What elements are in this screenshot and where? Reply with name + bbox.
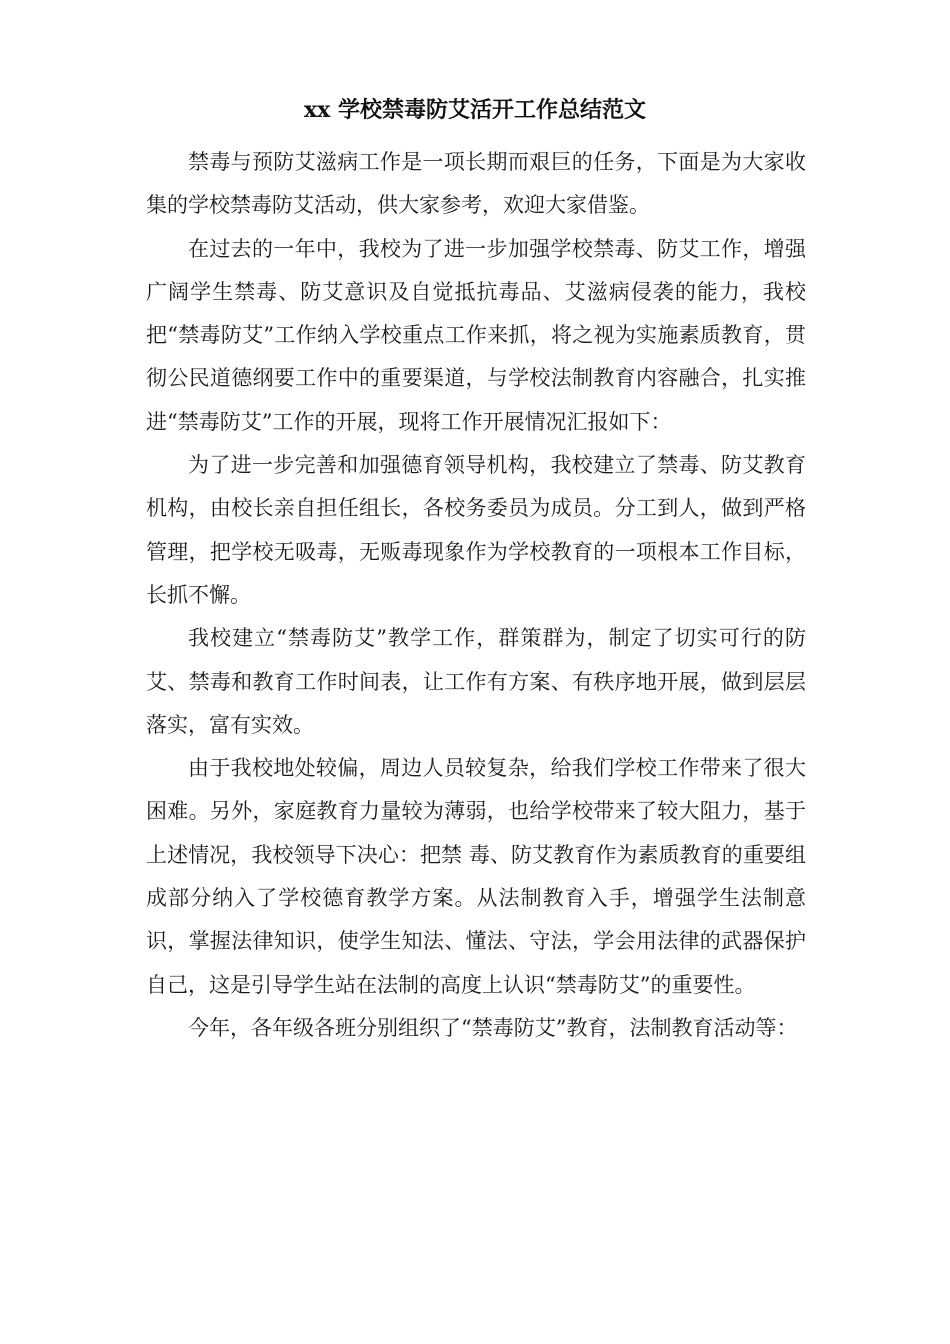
paragraph-organization: 为了进一步完善和加强德育领导机构，我校建立了禁毒、防艾教育机构，由校长亲自担任组长，各校务委员为成员。分工到人，做到严格管理，把学校无吸毒，无贩毒现象作为学校教育的一项根本工作目标，长抓不懈。 <box>146 453 806 607</box>
document-body <box>146 141 806 1050</box>
paragraph-intro: 禁毒与预防艾滋病工作是一项长期而艰巨的任务，下面是为大家收集的学校禁毒防艾活动，供大家参考，欢迎大家借鉴。 <box>146 150 806 218</box>
document-title: xx 学校禁毒防艾活开工作总结范文 <box>304 97 646 123</box>
paragraph-activities: 今年，各年级各班分别组织了“禁毒防艾”教育，法制教育活动等： <box>188 1015 798 1040</box>
paragraph-overview: 在过去的一年中，我校为了进一步加强学校禁毒、防艾工作，增强广阔学生禁毒、防艾意识及自觉抵抗毒品、艾滋病侵袭的能力，我校把“禁毒防艾”工作纳入学校重点工作来抓，将之视为实施素质教育，贯彻公民道德纲要工作中的重要渠道，与学校法制教育内容融合，扎实推进“禁毒防艾”工作的开展，现将工作开展情况汇报如下： <box>146 236 806 434</box>
paragraph-challenges: 由于我校地处较偏，周边人员较复杂，给我们学校工作带来了很大困难。另外，家庭教育力量较为薄弱，也给学校带来了较大阻力，基于上述情况，我校领导下决心：把禁 毒、防艾教育作为素质教育的重要组成部分纳入了学校德育教学方案。从法制教育入手，增强学生法制意识，掌握法律知识，使学生知法、懂法、守法，学会用法律的武器保护自己，这是引导学生站在法制的高度上认识“禁毒防艾”的重要性。 <box>146 756 806 997</box>
paragraph-teaching-plan: 我校建立“禁毒防艾”教学工作，群策群为，制定了切实可行的防艾、禁毒和教育工作时间表，让工作有方案、有秩序地开展，做到层层落实，富有实效。 <box>146 626 806 737</box>
